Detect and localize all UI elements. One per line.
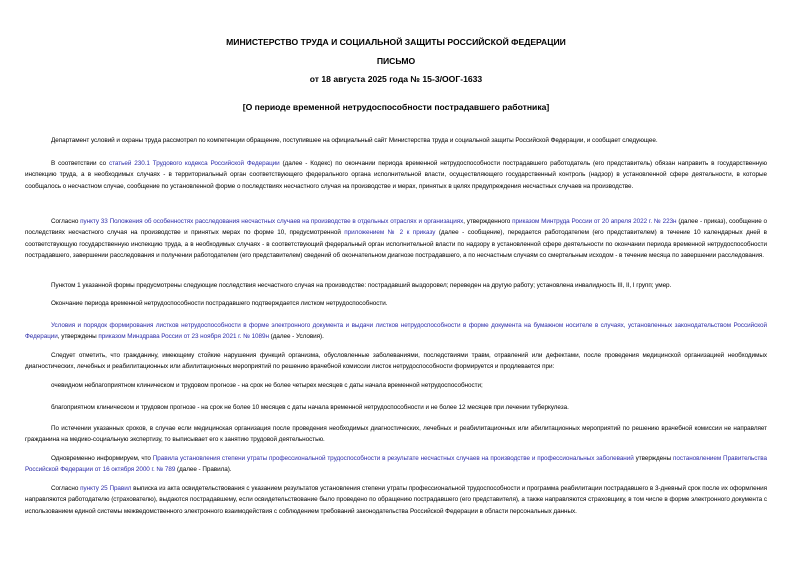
link-labor-code-article-230-1[interactable]: статьей 230.1 Трудового кодекса Российской Федерации xyxy=(109,160,280,167)
paragraph-conditions xyxy=(25,320,767,343)
link-mintrud-order-223n[interactable]: приказом Минтруда России от 20 апреля 2022 г. № 223н xyxy=(512,218,677,225)
paragraph-text: Согласно xyxy=(51,218,81,225)
ministry-heading: МИНИСТЕРСТВО ТРУДА И СОЦИАЛЬНОЙ ЗАЩИТЫ РОССИЙСКОЙ ФЕДЕРАЦИИ xyxy=(226,37,566,47)
paragraph-text: Одновременно информируем, что xyxy=(51,455,153,462)
paragraph-rules-info xyxy=(25,453,767,476)
link-order-appendix-2[interactable]: приложением № 2 к приказу xyxy=(344,229,436,237)
paragraph-text: Согласно xyxy=(51,485,81,492)
paragraph-persistent-disorders: Следует отметить, что гражданину, имеющему стойкие нарушения функций организма, обусловленные заболеваниями, последствиями травм, отравлений или дефектами, после проведения медицинской организацией необходимых диагностических, лечебных и реабилитационных или абилитационных мероприятий по решению врачебной комиссии листок нетрудоспособности формируется и продлевается при: xyxy=(25,352,767,371)
document-type: ПИСЬМО xyxy=(376,56,416,66)
paragraph-text: (далее - приказ), сообщение о последствиях несчастного случая на производстве и принятых мерах по форме 10, предусмотренной xyxy=(25,218,767,237)
paragraph-text: выписка из акта освидетельствования с указанием результатов установления степени утраты профессиональной трудоспособности и программа реабилитации пострадавшего в 3-дневный срок после их оформления направляются работодателю (страхователю), выдаются пострадавшему, если освидетельствование было проведено по обращению пострадавшего (его представителя), а также направляются страховщику, в том числе в форме электронного документа с использованием единой системы межведомственного электронного взаимодействия с соблюдением требований законодательства Российской Федерации в области персональных данных. xyxy=(25,485,767,515)
document-subject: [О периоде временной нетрудоспособности пострадавшего работника] xyxy=(242,102,550,112)
paragraph-text: (далее - Условия). xyxy=(268,333,324,341)
paragraph-article-230-1 xyxy=(25,158,767,192)
paragraph-unfavorable-prognosis: очевидном неблагоприятном клиническом и трудовом прогнозе - на срок не более четырех месяцев с даты начала временной нетрудоспособности; xyxy=(51,382,483,389)
paragraph-text: , утвержденного xyxy=(463,218,513,225)
paragraph-clause-25 xyxy=(25,483,767,517)
link-government-resolution-789[interactable]: постановлением Правительства Российской Федерации от 16 октября 2000 г. № 789 xyxy=(25,455,767,474)
document-date-number: от 18 августа 2025 года № 15-3/ООГ-1633 xyxy=(309,74,483,84)
paragraph-favorable-prognosis: благоприятном клиническом и трудовом прогнозе - на срок не более 10 месяцев с даты начала временной нетрудоспособности и не более 12 месяцев при лечении туберкулеза. xyxy=(51,404,569,411)
paragraph-text: (далее - Кодекс) по окончании периода временной нетрудоспособности пострадавшего работодатель (его представитель) обязан направить в государственную инспекцию труда, а в необходимых случаях - в территориальный орган соответствующего федерального органа исполнительной власти, осуществляющего государственный контроль (надзор) в установленной сфере деятельности, в которые сообщалось о несчастном случае, сообщение по установленной форме о последствиях несчастного случая на производстве и мерах, принятых в целях предупреждения несчастных случаев на производстве. xyxy=(25,160,767,190)
paragraph-text: В соответствии со xyxy=(51,160,110,167)
link-regulation-clause-33[interactable]: пункту 33 Положения об особенностях расследования несчастных случаев на производстве в отдельных отраслях и организациях xyxy=(80,218,464,225)
link-minzdrav-order-1089n[interactable]: приказом Минздрава России от 23 ноября 2021 г. № 1089н xyxy=(98,333,269,341)
link-rules-clause-25[interactable]: пункту 25 Правил xyxy=(80,485,132,492)
paragraph-text: утверждены xyxy=(633,455,673,462)
paragraph-clause-33 xyxy=(25,216,767,261)
paragraph-text: , утверждены xyxy=(57,333,99,341)
paragraph-after-terms: По истечении указанных сроков, в случае если медицинская организация после проведения необходимых диагностических, лечебных и реабилитационных или абилитационных мероприятий по решению врачебной комиссии не направляет гражданина на медико-социальную экспертизу, то выписывает его к занятию трудовой деятельностью. xyxy=(25,425,767,444)
paragraph-text: (далее - сообщение), передается работодателем (его представителем) в течение 10 календарных дней в соответствующую государственную инспекцию труда, а в необходимых случаях - в соответствующий федеральный орган исполнительной власти по надзору в установленной сфере деятельности по окончании периода временной нетрудоспособности пострадавшего, завершении расследования и получении работодателем (его представителем) сведений об окончательном диагнозе пострадавшего, а по несчастным случаям со смертельным исходом - в течение месяца по завершении расследования. xyxy=(25,229,768,259)
paragraph-text: (далее - Правила). xyxy=(175,466,232,474)
paragraph-form-clause-1: Пунктом 1 указанной формы предусмотрены следующие последствия несчастного случая на производстве: пострадавший выздоровел; переведен на другую работу; установлена инвалидность III, II, I групп; умер. xyxy=(51,282,672,289)
paragraph-intro: Департамент условий и охраны труда рассмотрел по компетенции обращение, поступившее на официальный сайт Министерства труда и социальной защиты Российской Федерации, и сообщает следующее. xyxy=(51,137,658,144)
link-sick-leave-conditions[interactable]: Условия и порядок формирования листков нетрудоспособности в форме электронного документа и выдачи листков нетрудоспособности в форме документа на бумажном носителе в случаях, установленных законодательством Российской Федерации xyxy=(25,322,767,341)
paragraph-sick-leave-end: Окончание периода временной нетрудоспособности пострадавшего подтверждается листком нетрудоспособности. xyxy=(51,300,388,307)
link-rules-disability-degree[interactable]: Правила установления степени утраты профессиональной трудоспособности в результате несчастных случаев на производстве и профессиональных заболеваний xyxy=(152,455,634,462)
